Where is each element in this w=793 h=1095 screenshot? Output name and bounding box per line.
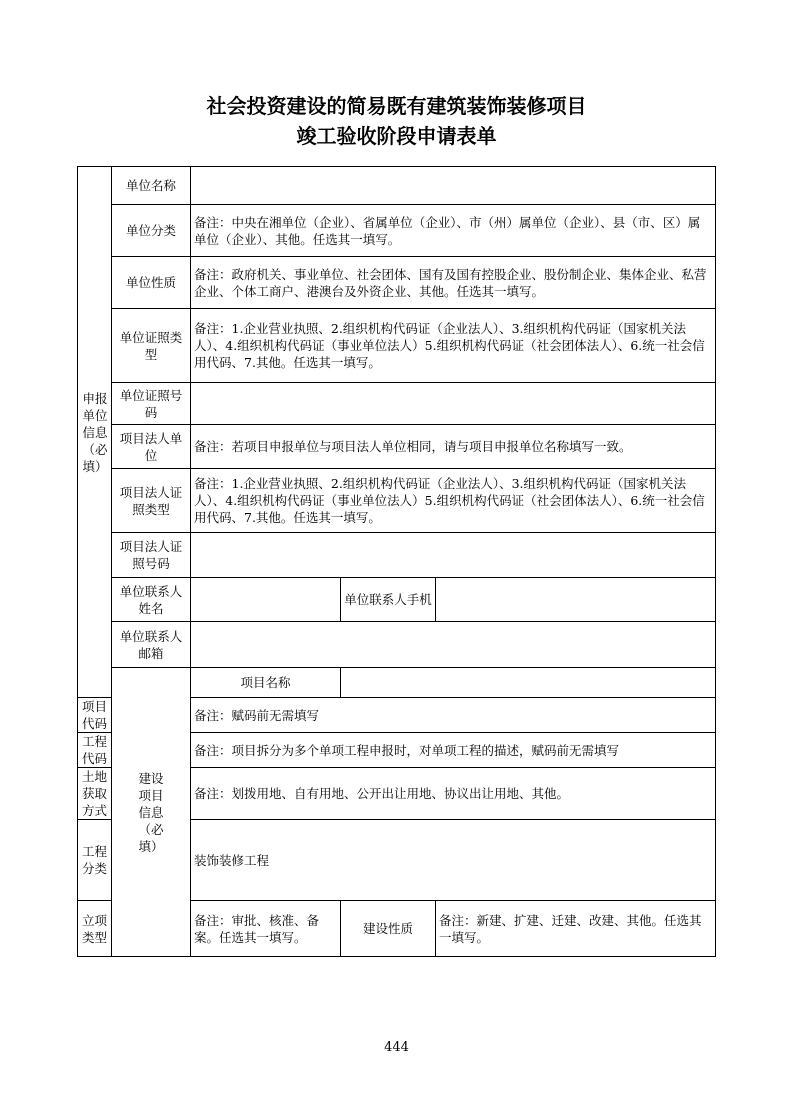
unit-nature-label: 单位性质 xyxy=(112,257,191,309)
land-acquisition-label: 土地获取方式 xyxy=(78,768,112,820)
unit-nature-field[interactable]: 备注：政府机关、事业单位、社会团体、国有及国有控股企业、股份制企业、集体企业、私营企业、个体工商户、港澳台及外资企业、其他。任选其一填写。 xyxy=(191,257,716,309)
engineering-code-field[interactable]: 备注：项目拆分为多个单项工程申报时，对单项工程的描述，赋码前无需填写 xyxy=(191,733,716,768)
engineering-class-field[interactable]: 装饰装修工程 xyxy=(191,820,716,901)
row-cert-no xyxy=(78,383,716,425)
unit-category-field[interactable]: 备注：中央在湘单位（企业）、省属单位（企业）、市（州）属单位（企业）、县（市、区）属单位（企业）、其他。任选其一填写。 xyxy=(191,205,716,257)
build-nature-field[interactable]: 备注：新建、扩建、迁建、改建、其他。任选其一填写。 xyxy=(436,901,716,957)
engineering-code-label: 工程代码 xyxy=(78,733,112,768)
cert-no-field[interactable] xyxy=(191,383,716,425)
legal-unit-label: 项目法人单位 xyxy=(112,425,191,469)
row-unit-nature xyxy=(78,257,716,309)
approval-type-field[interactable]: 备注：审批、核准、备案。任选其一填写。 xyxy=(191,901,341,957)
row-legal-cert-type xyxy=(78,469,716,533)
legal-cert-no-label: 项目法人证照号码 xyxy=(112,533,191,578)
legal-unit-field[interactable]: 备注：若项目申报单位与项目法人单位相同，请与项目申报单位名称填写一致。 xyxy=(191,425,716,469)
contact-email-label: 单位联系人邮箱 xyxy=(112,622,191,668)
section-applicant-label: 申报单位信息（必填） xyxy=(82,390,108,474)
row-unit-name xyxy=(78,167,716,205)
land-acquisition-field[interactable]: 备注：划拨用地、自有用地、公开出让用地、协议出让用地、其他。 xyxy=(191,768,716,820)
contact-email-field[interactable] xyxy=(191,622,716,668)
row-contact-email xyxy=(78,622,716,668)
section-applicant-info xyxy=(78,167,112,698)
unit-name-label: 单位名称 xyxy=(112,167,191,205)
application-form-table xyxy=(77,166,716,957)
contact-name-label: 单位联系人姓名 xyxy=(112,578,191,622)
contact-name-field[interactable] xyxy=(191,578,341,622)
cert-no-label: 单位证照号码 xyxy=(112,383,191,425)
legal-cert-no-field[interactable] xyxy=(191,533,716,578)
row-legal-unit xyxy=(78,425,716,469)
row-legal-cert-no xyxy=(78,533,716,578)
row-cert-type xyxy=(78,309,716,383)
row-project-name xyxy=(78,668,716,698)
contact-phone-label: 单位联系人手机 xyxy=(341,578,436,622)
project-code-label: 项目代码 xyxy=(78,698,112,733)
project-name-label: 项目名称 xyxy=(191,668,341,698)
page-number: 444 xyxy=(384,1040,409,1055)
section-project-label: 建设项目信息（必填） xyxy=(138,770,164,854)
project-name-field[interactable] xyxy=(341,668,716,698)
cert-type-field[interactable]: 备注：1.企业营业执照、2.组织机构代码证（企业法人）、3.组织机构代码证（国家机关法人）、4.组织机构代码证（事业单位法人）5.组织机构代码证（社会团体法人）、6.统一社会信用代码、7.其他。任选其一填写。 xyxy=(191,309,716,383)
legal-cert-type-label: 项目法人证照类型 xyxy=(112,469,191,533)
legal-cert-type-field[interactable]: 备注：1.企业营业执照、2.组织机构代码证（企业法人）、3.组织机构代码证（国家机关法人）、4.组织机构代码证（事业单位法人）5.组织机构代码证（社会团体法人）、6.统一社会信用代码、7.其他。任选其一填写。 xyxy=(191,469,716,533)
build-nature-label: 建设性质 xyxy=(341,901,436,957)
unit-name-field[interactable] xyxy=(191,167,716,205)
engineering-class-label: 工程分类 xyxy=(78,820,112,901)
unit-category-label: 单位分类 xyxy=(112,205,191,257)
row-unit-category xyxy=(78,205,716,257)
approval-type-label: 立项类型 xyxy=(78,901,112,957)
row-contact xyxy=(78,578,716,622)
section-project-info xyxy=(112,668,191,957)
project-code-field[interactable]: 备注：赋码前无需填写 xyxy=(191,698,716,733)
form-title-line-1: 社会投资建设的简易既有建筑装饰装修项目 xyxy=(206,94,587,118)
cert-type-label: 单位证照类型 xyxy=(112,309,191,383)
form-title-line-2: 竣工验收阶段申请表单 xyxy=(296,124,497,148)
contact-phone-field[interactable] xyxy=(436,578,716,622)
